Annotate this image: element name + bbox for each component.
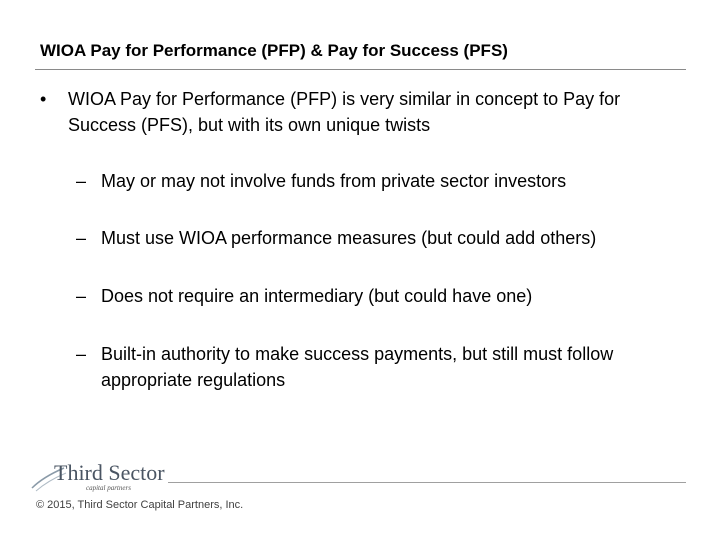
main-bullet-text: WIOA Pay for Performance (PFP) is very similar in concept to Pay for Success (PFS), but with its own unique twists	[68, 89, 621, 135]
slide-title: WIOA Pay for Performance (PFP) & Pay for Success (PFS)	[40, 41, 508, 60]
logo-name: Third Sector	[54, 460, 165, 485]
bullet-marker: •	[40, 89, 47, 109]
sub-bullet	[76, 283, 676, 309]
sub-bullet-text: May or may not involve funds from private sector investors	[101, 171, 567, 191]
dash-marker: –	[76, 286, 87, 306]
footer-divider	[168, 482, 686, 483]
sub-bullet-text: Must use WIOA performance measures (but could add others)	[101, 228, 597, 248]
copyright-footer: © 2015, Third Sector Capital Partners, Inc.	[36, 499, 244, 511]
third-sector-logo	[30, 458, 170, 494]
dash-marker: –	[76, 228, 87, 248]
sub-bullet	[76, 341, 676, 393]
sub-bullet	[76, 168, 676, 194]
title-divider	[35, 69, 686, 70]
sub-bullet	[76, 225, 676, 251]
sub-bullet-text: Built-in authority to make success payments, but still must follow appropriate regulations	[101, 344, 614, 390]
main-bullet	[40, 86, 670, 138]
sub-bullet-text: Does not require an intermediary (but could have one)	[101, 286, 533, 306]
dash-marker: –	[76, 171, 87, 191]
dash-marker: –	[76, 344, 87, 364]
logo-tagline: capital partners	[86, 484, 131, 492]
